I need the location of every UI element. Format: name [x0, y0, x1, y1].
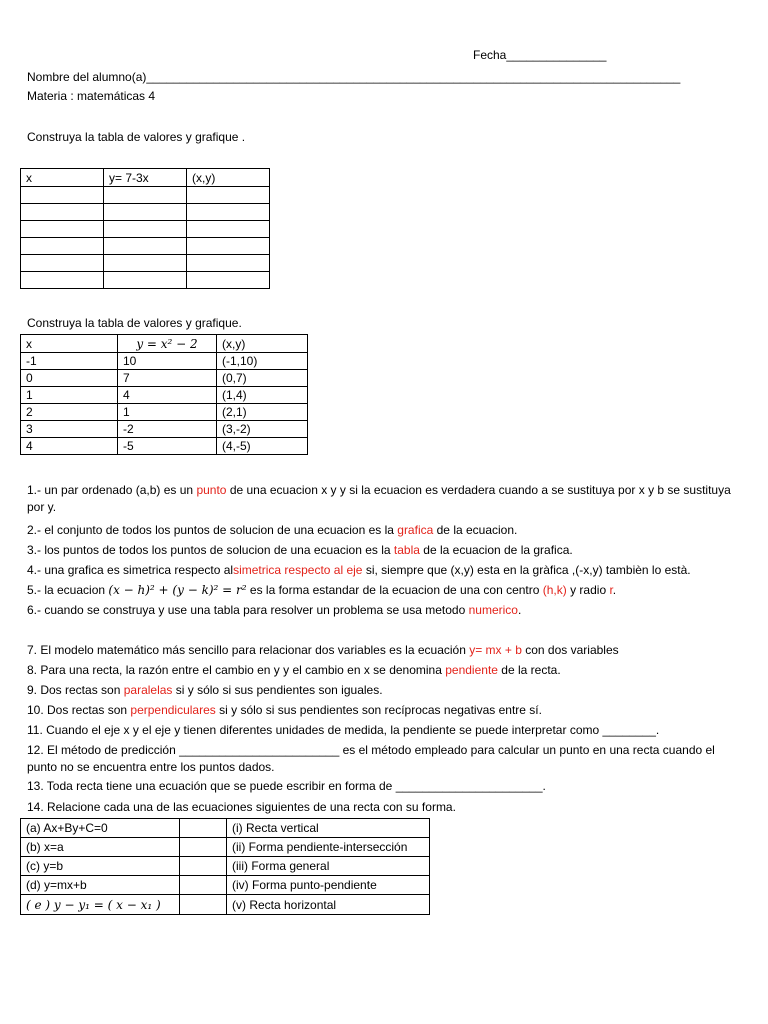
- t2-cell-x: 4: [21, 438, 118, 455]
- statement-6: 6.- cuando se construya y use una tabla para resolver un problema se usa metodo numerico.: [27, 603, 522, 617]
- t1-cell[interactable]: [187, 255, 270, 272]
- statement-1: 1.- un par ordenado (a,b) es un punto de una ecuacion x y y si la ecuacion es verdadera cuando a se sustituya por x y b se sustituya por y.: [27, 483, 731, 514]
- table-row: [21, 895, 430, 915]
- match-equation: (a) Ax+By+C=0: [21, 819, 180, 838]
- t2-header-xy: (x,y): [217, 335, 308, 353]
- section1-title: Construya la tabla de valores y grafique .: [27, 130, 246, 144]
- table-row: [21, 819, 430, 838]
- match-equation: ( e ) y − y₁ = ( x − x₁ ): [21, 895, 180, 915]
- match-answer-cell[interactable]: [180, 895, 227, 915]
- t1-cell[interactable]: [104, 238, 187, 255]
- t1-cell[interactable]: [104, 204, 187, 221]
- match-answer-cell[interactable]: [180, 838, 227, 857]
- t1-cell[interactable]: [21, 255, 104, 272]
- question-14: 14. Relacione cada una de las ecuaciones siguientes de una recta con su forma.: [27, 800, 456, 814]
- match-form: (iii) Forma general: [227, 857, 430, 876]
- t1-header-y: y= 7-3x: [104, 169, 187, 187]
- t1-cell[interactable]: [187, 221, 270, 238]
- statement-2: 2.- el conjunto de todos los puntos de solucion de una ecuacion es la grafica de la ecuacion.: [27, 523, 518, 537]
- t1-header-x: x: [21, 169, 104, 187]
- t2-cell-xy: (4,-5): [217, 438, 308, 455]
- table-row: [21, 204, 270, 221]
- values-table-1: [20, 168, 270, 289]
- t1-header-xy: (x,y): [187, 169, 270, 187]
- match-form: (v) Recta horizontal: [227, 895, 430, 915]
- table-row: [21, 353, 308, 370]
- t2-cell-y: 10: [118, 353, 217, 370]
- match-answer-cell[interactable]: [180, 857, 227, 876]
- t2-cell-x: 1: [21, 387, 118, 404]
- table-row: [21, 187, 270, 204]
- question-7: 7. El modelo matemático más sencillo para relacionar dos variables es la ecuación y= mx + b con dos variables: [27, 643, 619, 657]
- question-9: 9. Dos rectas son paralelas si y sólo si sus pendientes son iguales.: [27, 683, 383, 697]
- t1-cell[interactable]: [104, 255, 187, 272]
- table-row: [21, 404, 308, 421]
- values-table-2: [20, 334, 308, 455]
- t2-cell-y: -2: [118, 421, 217, 438]
- t2-cell-y: 4: [118, 387, 217, 404]
- t2-header-y: y = x² − 2: [118, 335, 217, 353]
- subject-line: Materia : matemáticas 4: [27, 89, 156, 103]
- t2-cell-y: -5: [118, 438, 217, 455]
- table-row: [21, 272, 270, 289]
- t1-cell[interactable]: [21, 238, 104, 255]
- match-equation: (c) y=b: [21, 857, 180, 876]
- t1-cell[interactable]: [187, 272, 270, 289]
- table-row: [21, 438, 308, 455]
- t2-cell-x: -1: [21, 353, 118, 370]
- question-13: 13. Toda recta tiene una ecuación que se puede escribir en forma de ______________________.: [27, 779, 546, 793]
- table-row: [21, 838, 430, 857]
- statement-3: 3.- los puntos de todos los puntos de solucion de una ecuacion es la tabla de la ecuacion de la grafica.: [27, 543, 573, 557]
- table-row: [21, 221, 270, 238]
- question-10: 10. Dos rectas son perpendiculares si y sólo si sus pendientes son recíprocas negativas entre sí.: [27, 703, 542, 717]
- table-row: [21, 255, 270, 272]
- t2-cell-y: 7: [118, 370, 217, 387]
- match-answer-cell[interactable]: [180, 876, 227, 895]
- t2-header-x: x: [21, 335, 118, 353]
- question-11: 11. Cuando el eje x y el eje y tienen diferentes unidades de medida, la pendiente se puede interpretar como ________.: [27, 723, 660, 737]
- match-form: (ii) Forma pendiente-intersección: [227, 838, 430, 857]
- match-form: (iv) Forma punto-pendiente: [227, 876, 430, 895]
- t2-cell-xy: (2,1): [217, 404, 308, 421]
- table-row: [21, 421, 308, 438]
- t2-cell-x: 3: [21, 421, 118, 438]
- t1-cell[interactable]: [187, 204, 270, 221]
- match-form: (i) Recta vertical: [227, 819, 430, 838]
- t1-cell[interactable]: [104, 272, 187, 289]
- t2-cell-x: 0: [21, 370, 118, 387]
- t1-cell[interactable]: [21, 221, 104, 238]
- t1-cell[interactable]: [104, 187, 187, 204]
- table-row: [21, 387, 308, 404]
- t2-cell-x: 2: [21, 404, 118, 421]
- t1-cell[interactable]: [187, 187, 270, 204]
- t1-cell[interactable]: [21, 272, 104, 289]
- table-row: [21, 876, 430, 895]
- t2-cell-xy: (0,7): [217, 370, 308, 387]
- student-name-line: Nombre del alumno(a)________________________________________________________________________________: [27, 70, 681, 84]
- circle-formula: (x − h)² + (y − k)² = r²: [108, 583, 247, 597]
- t2-cell-xy: (3,-2): [217, 421, 308, 438]
- t1-cell[interactable]: [104, 221, 187, 238]
- table-row: [21, 370, 308, 387]
- match-equation: (d) y=mx+b: [21, 876, 180, 895]
- table-row: [21, 238, 270, 255]
- table-row: [21, 857, 430, 876]
- t1-cell[interactable]: [21, 187, 104, 204]
- match-equation: (b) x=a: [21, 838, 180, 857]
- section2-title: Construya la tabla de valores y grafique.: [27, 316, 242, 330]
- statement-5: 5.- la ecuacion (x − h)² + (y − k)² = r² es la forma estandar de la ecuacion de una con centro (h,k) y radio r.: [27, 583, 617, 597]
- match-answer-cell[interactable]: [180, 819, 227, 838]
- t2-cell-y: 1: [118, 404, 217, 421]
- t1-cell[interactable]: [187, 238, 270, 255]
- question-8: 8. Para una recta, la razón entre el cambio en y y el cambio en x se denomina pendiente de la recta.: [27, 663, 561, 677]
- t1-cell[interactable]: [21, 204, 104, 221]
- fecha-line: Fecha_______________: [473, 48, 607, 62]
- question-12: 12. El método de predicción ________________________ es el método empleado para calcular un punto en una recta cuando el punto no se encuentra entre los puntos dados.: [27, 743, 715, 774]
- matching-table: [20, 818, 430, 915]
- statement-4: 4.- una grafica es simetrica respecto alsimetrica respecto al eje si, siempre que (x,y) esta en la gràfica ,(-x,y) tambièn lo està.: [27, 563, 691, 577]
- t2-cell-xy: (-1,10): [217, 353, 308, 370]
- t2-cell-xy: (1,4): [217, 387, 308, 404]
